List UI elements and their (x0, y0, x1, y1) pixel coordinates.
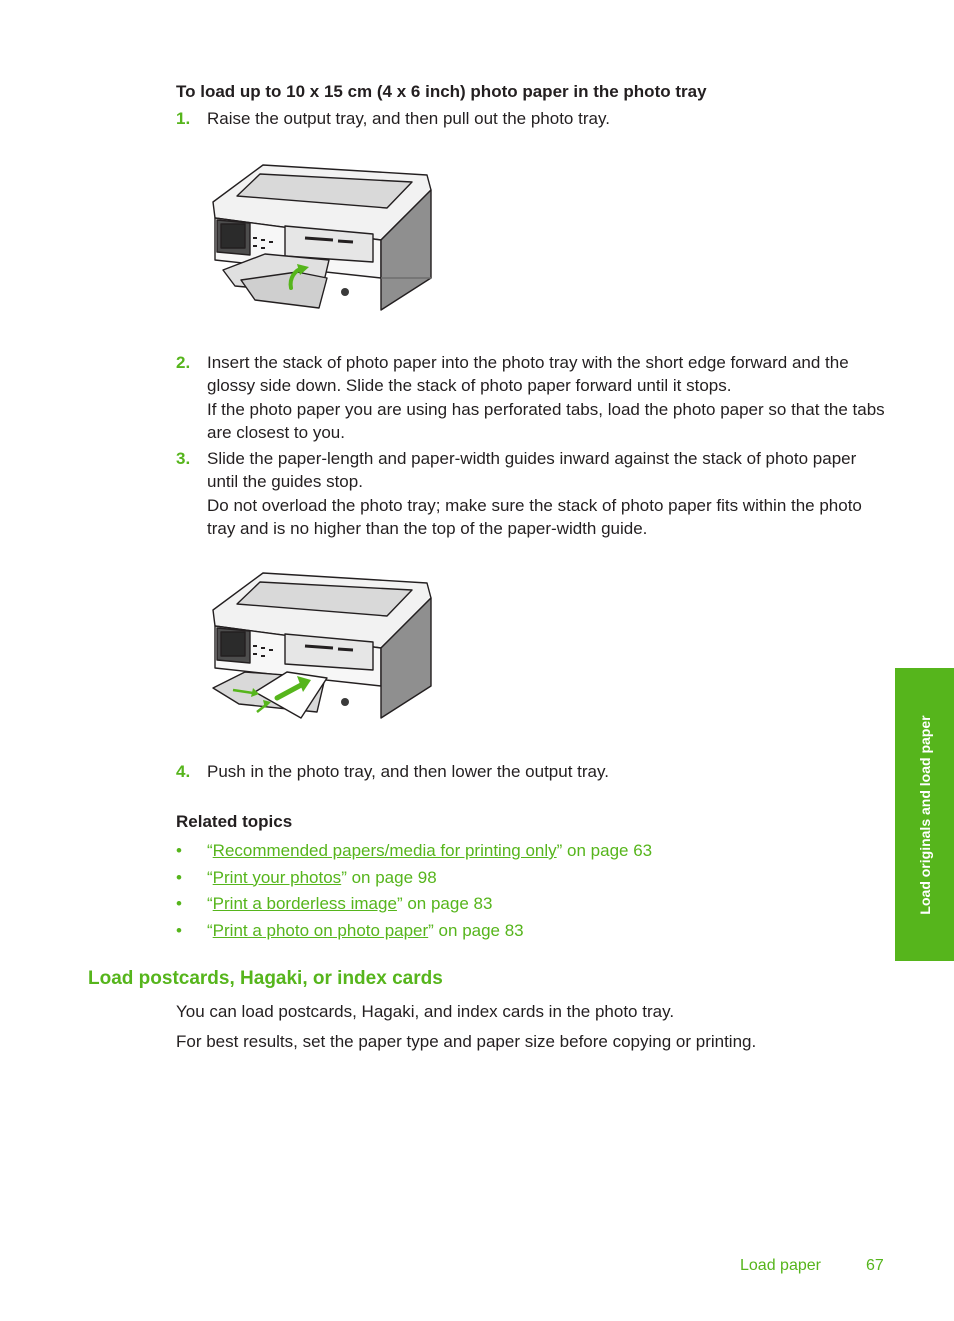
section-paragraph: You can load postcards, Hagaki, and index cards in the photo tray. (176, 1002, 675, 1021)
related-topics-list (176, 838, 652, 944)
step-3 (176, 447, 888, 540)
printer-raise-tray-illustration (205, 160, 435, 320)
bullet: • (176, 867, 182, 887)
step-note: Do not overload the photo tray; make sure the stack of photo paper fits within the photo tray and is no higher than the top of the paper-width guide. (207, 496, 862, 538)
step-number: 4. (176, 762, 191, 781)
step-4 (176, 760, 888, 783)
bullet: • (176, 920, 182, 940)
related-topic-link[interactable]: Recommended papers/media for printing only (212, 841, 557, 860)
step-2 (176, 351, 888, 444)
related-topic-item: • “Recommended papers/media for printing only” on page 63 (176, 838, 652, 865)
page-number: 67 (866, 1257, 884, 1274)
related-topic-link[interactable]: Print a photo on photo paper (212, 920, 429, 940)
related-topic-link[interactable]: Print a borderless image (212, 894, 397, 913)
step-text: Slide the paper-length and paper-width guides inward against the stack of photo paper until the guides stop. (207, 449, 857, 491)
step-number: 2. (176, 353, 191, 372)
bullet: • (176, 894, 182, 913)
related-topic-item: • “Print a photo on photo paper” on page 83 (176, 918, 652, 945)
step-text: Raise the output tray, and then pull out the photo tray. (207, 109, 610, 128)
chapter-side-tab-label: Load originals and load paper (916, 714, 933, 915)
step-text: Insert the stack of photo paper into the photo tray with the short edge forward and the glossy side down. Slide the stack of photo paper forward until it stops. (207, 353, 849, 395)
related-topic-link[interactable]: Print your photos (212, 867, 342, 887)
chapter-side-tab (895, 668, 954, 961)
footer-section-label: Load paper (740, 1257, 821, 1274)
procedure-title: To load up to 10 x 15 cm (4 x 6 inch) photo paper in the photo tray (176, 82, 707, 101)
related-topic-item: • “Print a borderless image” on page 83 (176, 891, 652, 918)
step-note: If the photo paper you are using has perforated tabs, load the photo paper so that the tabs are closest to you. (207, 400, 885, 442)
step-text: Push in the photo tray, and then lower the output tray. (207, 762, 609, 781)
bullet: • (176, 841, 182, 860)
section-heading: Load postcards, Hagaki, or index cards (88, 968, 443, 989)
step-number: 1. (176, 109, 191, 128)
related-topic-item: • “Print your photos” on page 98 (176, 865, 652, 892)
step-1 (176, 107, 888, 130)
printer-load-paper-illustration (205, 568, 435, 729)
step-number: 3. (176, 449, 191, 468)
related-topics-heading: Related topics (176, 812, 293, 831)
section-paragraph: For best results, set the paper type and paper size before copying or printing. (176, 1032, 757, 1051)
